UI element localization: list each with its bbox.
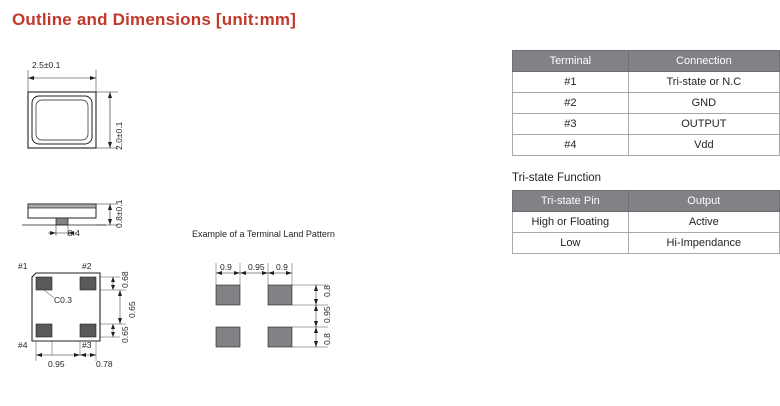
bottom-view-pitch-dim: 0.65 [127, 301, 137, 318]
bottom-view-pitch-dim-2: 0.65 [120, 326, 130, 343]
terminal-cell: #2 [513, 93, 629, 114]
side-view-height-dim: 0.8±0.1 [114, 199, 124, 228]
land-pattern-top-dim-1: 0.9 [220, 262, 232, 272]
tristate-pin-cell: High or Floating [513, 212, 629, 233]
top-view-width-dim: 2.5±0.1 [32, 60, 61, 70]
land-pattern-caption: Example of a Terminal Land Pattern [192, 229, 335, 239]
bottom-view-chamfer-label: C0.3 [54, 295, 72, 305]
top-view-height-dim: 2.0±0.1 [114, 121, 124, 150]
terminal-cell: #1 [513, 72, 629, 93]
tristate-section-title: Tri-state Function [512, 172, 602, 184]
output-cell: Hi-Impendance [628, 233, 779, 254]
land-pattern-right-dim-3: 0.8 [322, 333, 332, 345]
table-header-row [513, 191, 780, 212]
connection-col-header: Connection [628, 51, 779, 72]
bottom-view-pin1-label: #1 [18, 261, 28, 271]
table-header-row [513, 51, 780, 72]
table-row [513, 135, 780, 156]
table-row [513, 212, 780, 233]
table-row [513, 72, 780, 93]
connection-cell: OUTPUT [628, 114, 779, 135]
top-view-drawing [14, 62, 124, 172]
terminal-col-header: Terminal [513, 51, 629, 72]
table-row [513, 93, 780, 114]
table-row [513, 233, 780, 254]
terminal-cell: #3 [513, 114, 629, 135]
table-row [513, 114, 780, 135]
connection-cell: Tri-state or N.C [628, 72, 779, 93]
land-pattern-right-dim-1: 0.8 [322, 285, 332, 297]
land-pattern-top-dim-3: 0.9 [276, 262, 288, 272]
output-col-header: Output [628, 191, 779, 212]
output-cell: Active [628, 212, 779, 233]
bottom-view-pin2-label: #2 [82, 261, 92, 271]
terminal-cell: #4 [513, 135, 629, 156]
terminal-table [512, 50, 780, 156]
side-view-foot-dim: 0.4 [68, 228, 80, 238]
bottom-view-pad-width-dim: 0.68 [120, 271, 130, 288]
bottom-view-bottom-dim-2: 0.78 [96, 359, 113, 369]
connection-cell: Vdd [628, 135, 779, 156]
bottom-view-bottom-dim-1: 0.95 [48, 359, 65, 369]
land-pattern-right-dim-2: 0.95 [322, 306, 332, 323]
bottom-view-pin4-label: #4 [18, 340, 28, 350]
tristate-table [512, 190, 780, 254]
tristate-pin-col-header: Tri-state Pin [513, 191, 629, 212]
page-title: Outline and Dimensions [unit:mm] [12, 10, 297, 29]
connection-cell: GND [628, 93, 779, 114]
land-pattern-top-dim-2: 0.95 [248, 262, 265, 272]
tristate-pin-cell: Low [513, 233, 629, 254]
bottom-view-pin3-label: #3 [82, 340, 92, 350]
